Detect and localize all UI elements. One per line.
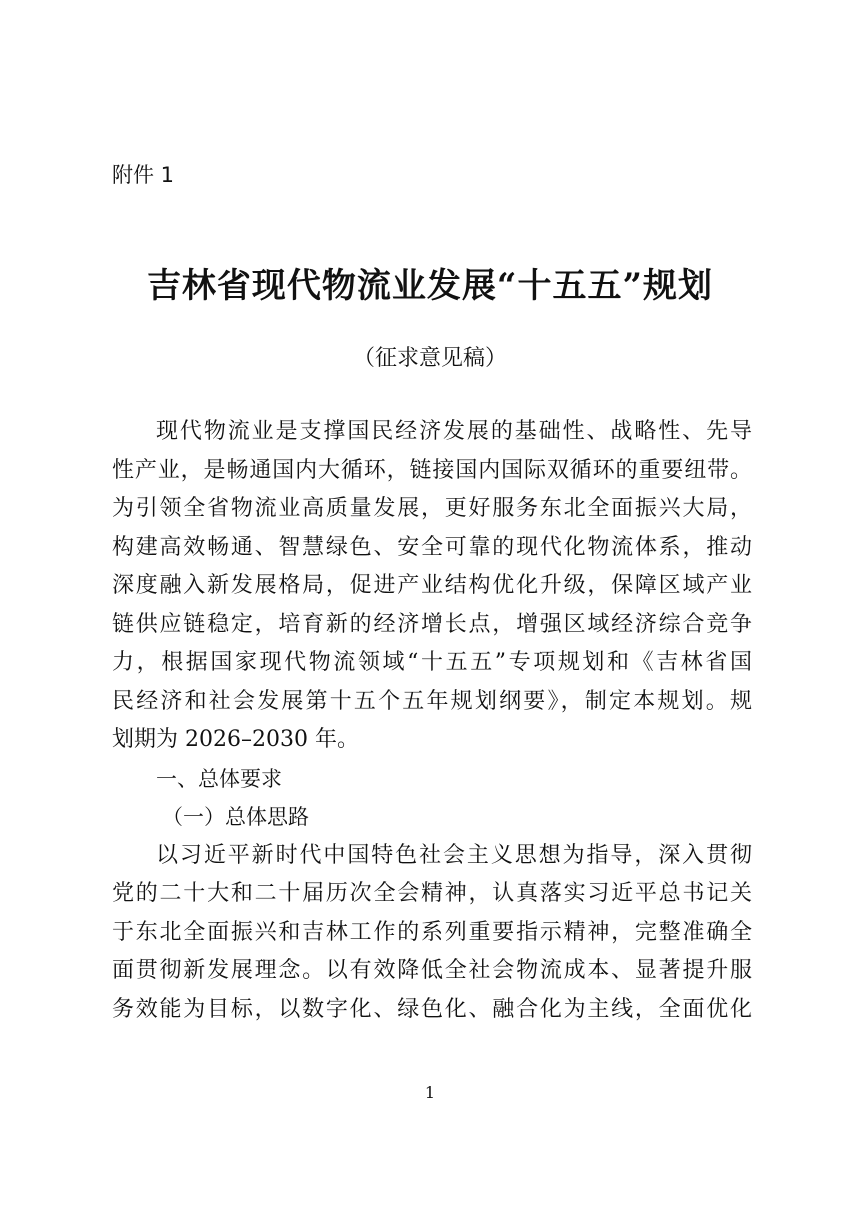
paragraph-2-line: 务效能为目标，以数字化、绿色化、融合化为主线，全面优化 [112,996,752,1022]
paragraph-1-line: 深度融入新发展格局，促进产业结构优化升级，保障区域产业 [112,573,752,598]
paragraph-1-line: 划期为 2026–2030 年。 [112,727,359,752]
paragraph-2-line: 于东北全面振兴和吉林工作的系列重要指示精神，完整准确全 [112,919,752,945]
page-number: 1 [424,1083,436,1102]
document-title: 吉林省现代物流业发展“十五五”规划 [146,266,714,306]
paragraph-1-line: 性产业，是畅通国内大循环，链接国内国际双循环的重要纽带。 [112,457,752,483]
paragraph-2-line: 面贯彻新发展理念。以有效降低全社会物流成本、显著提升服 [112,958,752,983]
paragraph-1-line: 现代物流业是支撑国民经济发展的基础性、战略性、先导 [156,419,752,444]
document-subtitle: （征求意见稿） [352,346,507,371]
section-heading-2: （一）总体思路 [162,805,309,829]
paragraph-1-line: 民经济和社会发展第十五个五年规划纲要》，制定本规划。规 [112,688,752,714]
paragraph-1-line: 为引领全省物流业高质量发展，更好服务东北全面振兴大局， [112,496,752,521]
attachment-label: 附件 1 [112,163,175,187]
paragraph-1-line: 构建高效畅通、智慧绿色、安全可靠的现代化物流体系，推动 [112,534,752,560]
section-heading-1: 一、总体要求 [156,766,282,791]
paragraph-1-line: 链供应链稳定，培育新的经济增长点，增强区域经济综合竞争 [112,611,752,637]
paragraph-1-line: 力，根据国家现代物流领域“十五五”专项规划和《吉林省国 [112,650,752,675]
paragraph-2-line: 以习近平新时代中国特色社会主义思想为指导，深入贯彻 [156,842,752,868]
paragraph-2-line: 党的二十大和二十届历次全会精神，认真落实习近平总书记关 [112,881,752,906]
document-body [112,413,752,1029]
